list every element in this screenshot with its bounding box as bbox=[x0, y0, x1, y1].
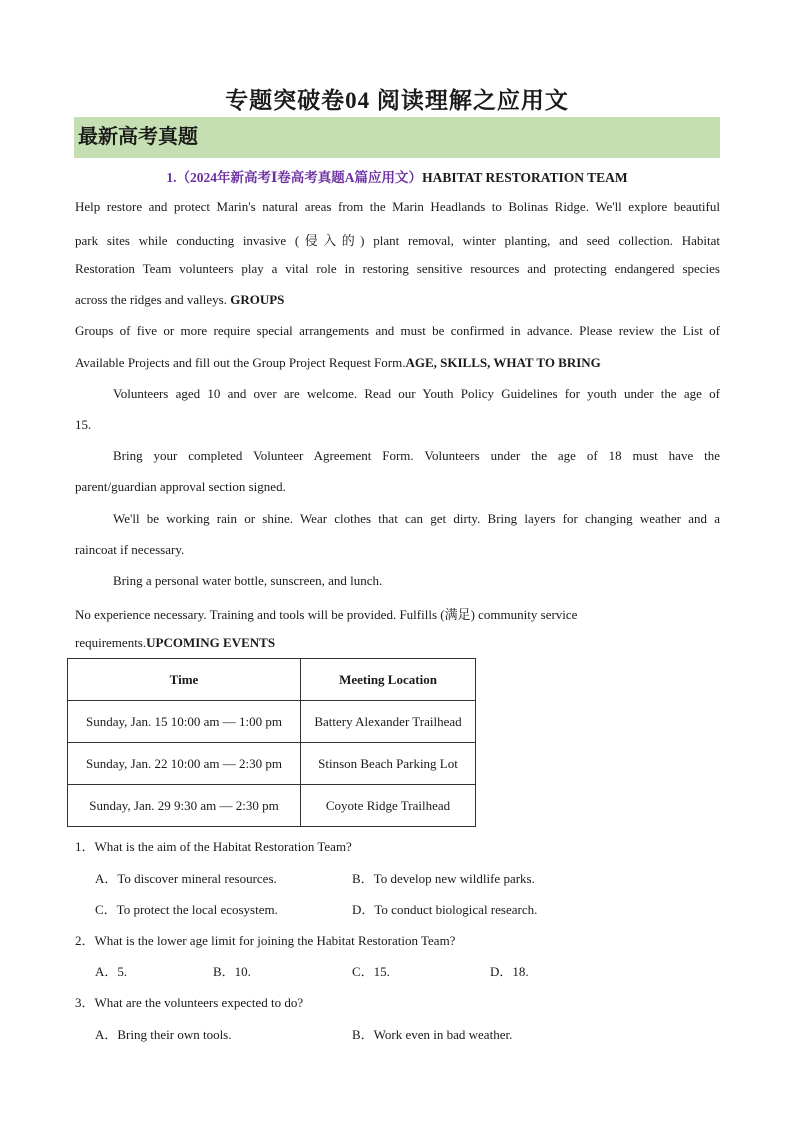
passage-title: HABITAT RESTORATION TEAM bbox=[422, 170, 628, 185]
question-stem: 3．What are the volunteers expected to do? bbox=[75, 995, 304, 1010]
events-table bbox=[67, 658, 476, 827]
passage-line: 15. bbox=[75, 417, 92, 432]
passage-line: parent/guardian approval section signed. bbox=[75, 479, 286, 494]
question-stem: 1．What is the aim of the Habitat Restoration Team? bbox=[75, 839, 352, 854]
table-header-time: Time bbox=[68, 659, 301, 701]
option-c[interactable]: C．15. bbox=[352, 964, 390, 979]
option-c[interactable]: C．To protect the local ecosystem. bbox=[95, 902, 278, 917]
passage-line bbox=[75, 292, 720, 308]
passage-line: Groups of five or more require special arrangements and must be confirmed in advance. Please review the List of bbox=[75, 323, 720, 338]
passage-line bbox=[75, 355, 720, 371]
passage-line: Help restore and protect Marin's natural areas from the Marin Headlands to Bolinas Ridge. We'll explore beautiful bbox=[75, 199, 720, 214]
section-heading: 最新高考真题 bbox=[74, 117, 720, 158]
option-a[interactable]: A．5. bbox=[95, 964, 128, 979]
table-cell-location: Stinson Beach Parking Lot bbox=[301, 743, 476, 785]
option-d[interactable]: D．18. bbox=[490, 964, 529, 979]
heading-groups: GROUPS bbox=[230, 292, 285, 307]
passage-line: Bring a personal water bottle, sunscreen, and lunch. bbox=[113, 573, 383, 588]
passage-text: across the ridges and valleys. bbox=[75, 292, 231, 307]
passage-line: Bring your completed Volunteer Agreement Form. Volunteers under the age of 18 must have the bbox=[113, 448, 720, 463]
passage-text: Available Projects and fill out the Group Project Request Form. bbox=[75, 355, 406, 370]
option-b[interactable]: B．10. bbox=[213, 964, 251, 979]
option-d[interactable]: D．To conduct biological research. bbox=[352, 902, 538, 917]
passage-line bbox=[75, 635, 720, 651]
table-cell-time: Sunday, Jan. 29 9:30 am — 2:30 pm bbox=[68, 785, 301, 827]
table-row bbox=[68, 785, 476, 827]
table-cell-location: Battery Alexander Trailhead bbox=[301, 701, 476, 743]
table-cell-location: Coyote Ridge Trailhead bbox=[301, 785, 476, 827]
table-header-location: Meeting Location bbox=[301, 659, 476, 701]
question-source: （2024年新高考Ⅰ卷高考真题A篇应用文） bbox=[176, 170, 423, 185]
option-b[interactable]: B．Work even in bad weather. bbox=[352, 1027, 513, 1042]
page-title: 专题突破卷04 阅读理解之应用文 bbox=[225, 88, 569, 113]
passage-line: No experience necessary. Training and tools will be provided. Fulfills (满足) community service bbox=[75, 607, 578, 622]
table-header-row bbox=[68, 659, 476, 701]
heading-age-skills: AGE, SKILLS, WHAT TO BRING bbox=[405, 355, 601, 370]
passage-line: We'll be working rain or shine. Wear clothes that can get dirty. Bring layers for changing weather and a bbox=[113, 511, 720, 526]
heading-upcoming-events: UPCOMING EVENTS bbox=[146, 635, 276, 650]
passage-line: Volunteers aged 10 and over are welcome. Read our Youth Policy Guidelines for youth under the age of bbox=[113, 386, 720, 401]
option-a[interactable]: A．Bring their own tools. bbox=[95, 1027, 232, 1042]
table-row bbox=[68, 701, 476, 743]
table-cell-time: Sunday, Jan. 22 10:00 am — 2:30 pm bbox=[68, 743, 301, 785]
passage-line: raincoat if necessary. bbox=[75, 542, 185, 557]
question-header bbox=[0, 166, 794, 186]
question-number: 1. bbox=[166, 170, 177, 185]
question-stem: 2．What is the lower age limit for joining the Habitat Restoration Team? bbox=[75, 933, 456, 948]
option-a[interactable]: A．To discover mineral resources. bbox=[95, 871, 277, 886]
passage-text: requirements. bbox=[75, 635, 147, 650]
passage-line: park sites while conducting invasive (侵入的) plant removal, winter planting, and seed collection. Habitat bbox=[75, 233, 720, 248]
passage-line: Restoration Team volunteers play a vital role in restoring sensitive resources and protecting endangered species bbox=[75, 261, 720, 276]
option-b[interactable]: B．To develop new wildlife parks. bbox=[352, 871, 535, 886]
table-row bbox=[68, 743, 476, 785]
table-cell-time: Sunday, Jan. 15 10:00 am — 1:00 pm bbox=[68, 701, 301, 743]
